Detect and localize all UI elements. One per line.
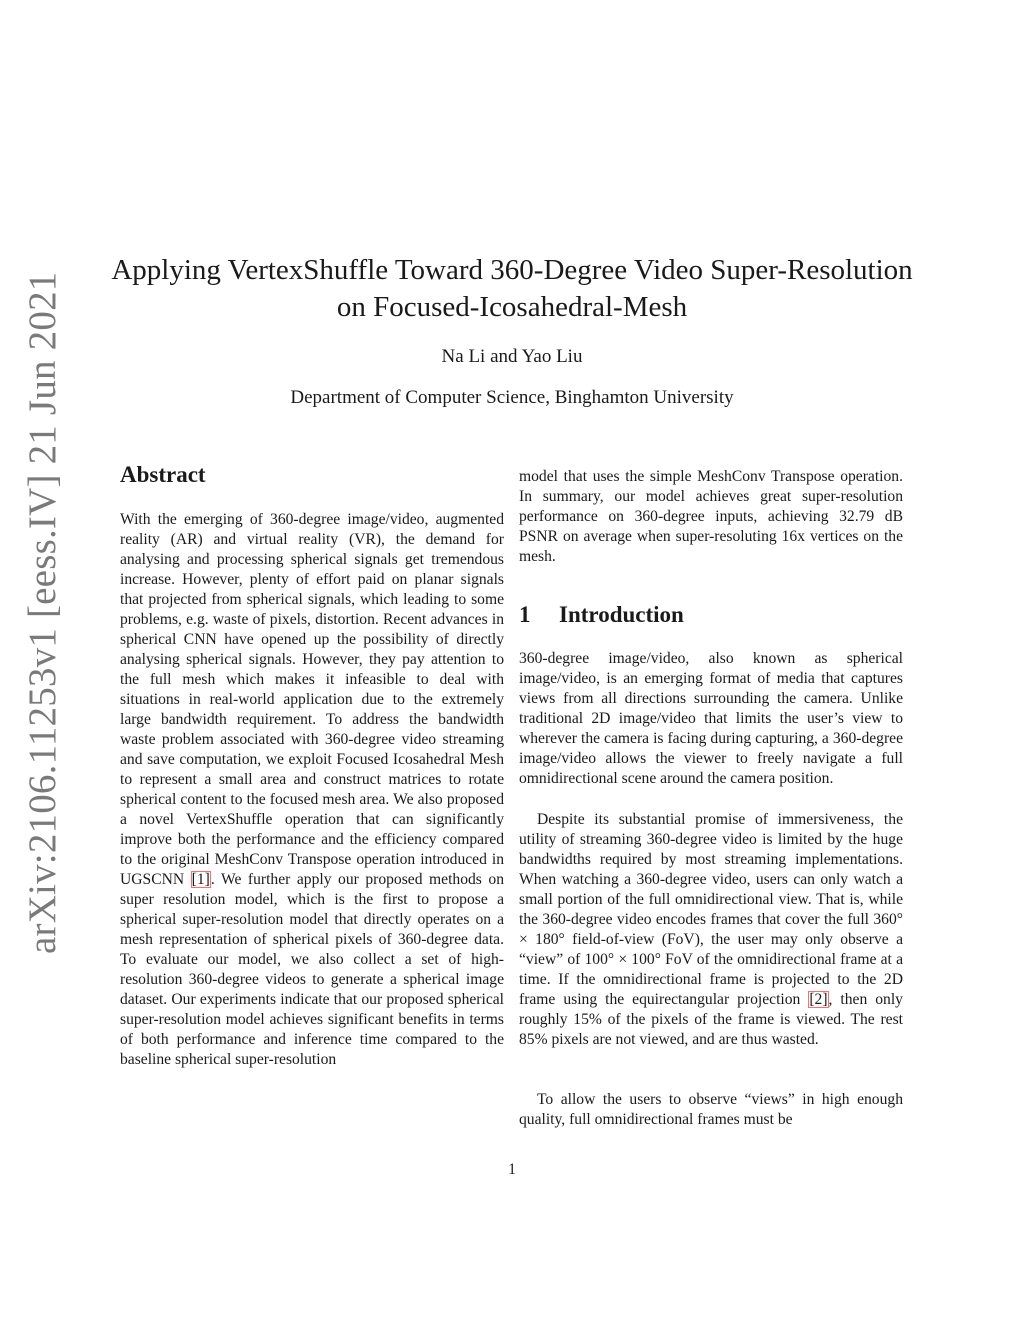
intro-paragraph-2: [519, 810, 903, 1050]
abstract-text-part-1: With the emerging of 360-degree image/video, augmented reality (AR) and virtual reality (VR), the demand for analysing and processing spherical signals get tremendous increase. However, plenty of effort paid on planar signals that projected from spherical signals, which leading to some problems, e.g. waste of pixels, distortion. Recent advances in spherical CNN have opened up the possibility of directly analysing spherical signals. However, they pay attention to the full mesh which makes it infeasible to deal with situations in real-world application due to the extremely large bandwidth requirement. To address the bandwidth waste problem associated with 360-degree video streaming and save computation, we exploit Focused Icosahedral Mesh to represent a small area and construct matrices to rotate spherical content to the focused mesh area. We also proposed a novel VertexShuffle operation that can significantly improve both the performance and the efficiency compared to the original MeshConv Transpose operation introduced in UGSCNN: [120, 511, 504, 888]
abstract-heading: Abstract: [120, 462, 206, 487]
intro-p2-part-2: , then only roughly 15% of the pixels of the frame is viewed. The rest 85% pixels are not viewed, and are thus wasted.: [519, 991, 903, 1048]
abstract-text-part-2: . We further apply our proposed methods on super resolution model, which is the first to propose a spherical super-resolution model that directly operates on a mesh representation of spherical pixels of 360-degree data. To evaluate our model, we also collect a set of high-resolution 360-degree videos to generate a spherical image dataset. Our experiments indicate that our proposed spherical super-resolution model achieves significant benefits in terms of both performance and inference time compared to the baseline spherical super-resolution: [120, 871, 504, 1068]
arxiv-stamp: arXiv:2106.11253v1 [eess.IV] 21 Jun 2021: [21, 271, 64, 954]
citation-link[interactable]: [2]: [809, 991, 828, 1008]
section-heading-introduction: [519, 600, 684, 630]
affiliation: Department of Computer Science, Binghamton University: [290, 387, 734, 408]
section-title: Introduction: [559, 602, 684, 627]
authors: Na Li and Yao Liu: [441, 346, 583, 367]
section-number: 1: [519, 602, 531, 627]
paper-title: [100, 252, 924, 326]
citation-link[interactable]: [1]: [191, 871, 210, 888]
intro-paragraph-1: 360-degree image/video, also known as spherical image/video, is an emerging format of media that captures views from all directions surrounding the camera. Unlike traditional 2D image/video that limits the user’s view to wherever the camera is facing during capturing, a 360-degree image/video allows the viewer to freely navigate a full omnidirectional scene around the camera position.: [519, 650, 903, 787]
abstract-continuation: model that uses the simple MeshConv Transpose operation. In summary, our model achieves great super-resolution performance on 360-degree inputs, achieving 32.79 dB PSNR on average when super-resoluting 16x vertices on the mesh.: [519, 468, 903, 565]
title-line-1: Applying VertexShuffle Toward 360-Degree Video Super-Resolution: [111, 254, 913, 286]
page-number: 1: [508, 1161, 516, 1178]
intro-paragraph-3: To allow the users to observe “views” in high enough quality, full omnidirectional frames must be: [519, 1091, 903, 1128]
abstract-body: [120, 510, 504, 1070]
intro-p2-part-1: Despite its substantial promise of immersiveness, the utility of streaming 360-degree video is limited by the huge bandwidths required by most streaming implementations. When watching a 360-degree video, users can only watch a small portion of the full omnidirectional view. That is, while the 360-degree video encodes frames that cover the full 360° × 180° field-of-view (FoV), the user may only observe a “view” of 100° × 100° FoV of the omnidirectional frame at a time. If the omnidirectional frame is projected to the 2D frame using the equirectangular projection: [519, 811, 903, 1008]
title-line-2: on Focused-Icosahedral-Mesh: [336, 291, 688, 323]
